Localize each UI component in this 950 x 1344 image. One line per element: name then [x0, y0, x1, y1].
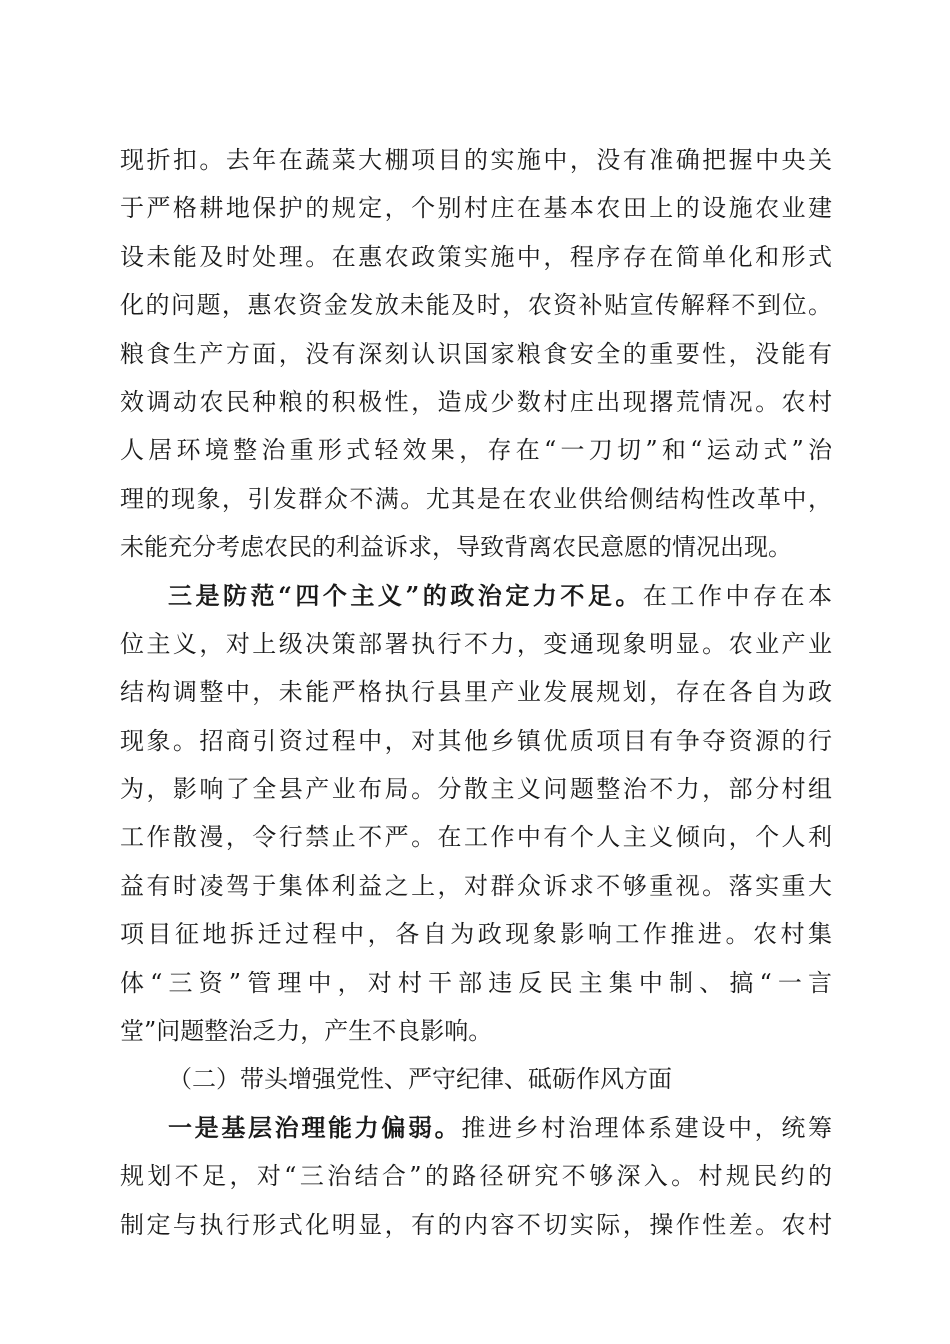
section-heading: （二）带头增强党性、严守纪律、砥砺作风方面 [168, 1065, 672, 1094]
text-line: 益有时凌驾于集体利益之上，对群众诉求不够重视。落实重大 [120, 871, 832, 900]
paragraph-continuation [120, 136, 832, 572]
text-line [120, 1104, 832, 1152]
text-line: 体“三资”管理中，对村干部违反民主集中制、搞“一言 [120, 968, 832, 997]
text-line: 化的问题，惠农资金发放未能及时，农资补贴宣传解释不到位。 [120, 291, 832, 320]
paragraph-governance [120, 1104, 832, 1249]
text-line: 于严格耕地保护的规定，个别村庄在基本农田上的设施农业建 [120, 194, 832, 223]
paragraph-lead: 一是基层治理能力偏弱。 [168, 1112, 462, 1142]
text-line: 工作散漫，令行禁止不严。在工作中有个人主义倾向，个人利 [120, 823, 832, 852]
text-line: 人居环境整治重形式轻效果，存在“一刀切”和“运动式”治 [120, 436, 832, 465]
text-line [120, 572, 832, 620]
text-line: 规划不足，对“三治结合”的路径研究不够深入。村规民约的 [120, 1162, 832, 1191]
text-line: 堂”问题整治乏力，产生不良影响。 [120, 1017, 493, 1046]
text-line: 未能充分考虑农民的利益诉求，导致背离农民意愿的情况出现。 [120, 533, 792, 562]
paragraph-four-isms [120, 572, 832, 1056]
text-line: 效调动农民种粮的积极性，造成少数村庄出现撂荒情况。农村 [120, 387, 832, 416]
text-line: 现折扣。去年在蔬菜大棚项目的实施中，没有准确把握中央关 [120, 146, 832, 174]
paragraph-text: 推进乡村治理体系建设中，统筹 [461, 1113, 832, 1142]
text-line: 为，影响了全县产业布局。分散主义问题整治不力，部分村组 [120, 775, 832, 804]
text-line: 粮食生产方面，没有深刻认识国家粮食安全的重要性，没能有 [120, 339, 832, 368]
text-line: 现象。招商引资过程中，对其他乡镇优质项目有争夺资源的行 [120, 726, 832, 755]
paragraph-lead: 三是防范“四个主义”的政治定力不足。 [168, 580, 643, 610]
text-line: 设未能及时处理。在惠农政策实施中，程序存在简单化和形式 [120, 242, 832, 271]
text-line: 制定与执行形式化明显，有的内容不切实际，操作性差。农村 [120, 1210, 832, 1239]
text-line: 项目征地拆迁过程中，各自为政现象影响工作推进。农村集 [120, 920, 832, 949]
text-line: 结构调整中，未能严格执行县里产业发展规划，存在各自为政 [120, 678, 832, 707]
text-line: 理的现象，引发群众不满。尤其是在农业供给侧结构性改革中， [120, 484, 832, 513]
text-line: 位主义，对上级决策部署执行不力，变通现象明显。农业产业 [120, 629, 832, 658]
document-page [120, 136, 832, 1249]
paragraph-text: 在工作中存在本 [642, 581, 832, 610]
